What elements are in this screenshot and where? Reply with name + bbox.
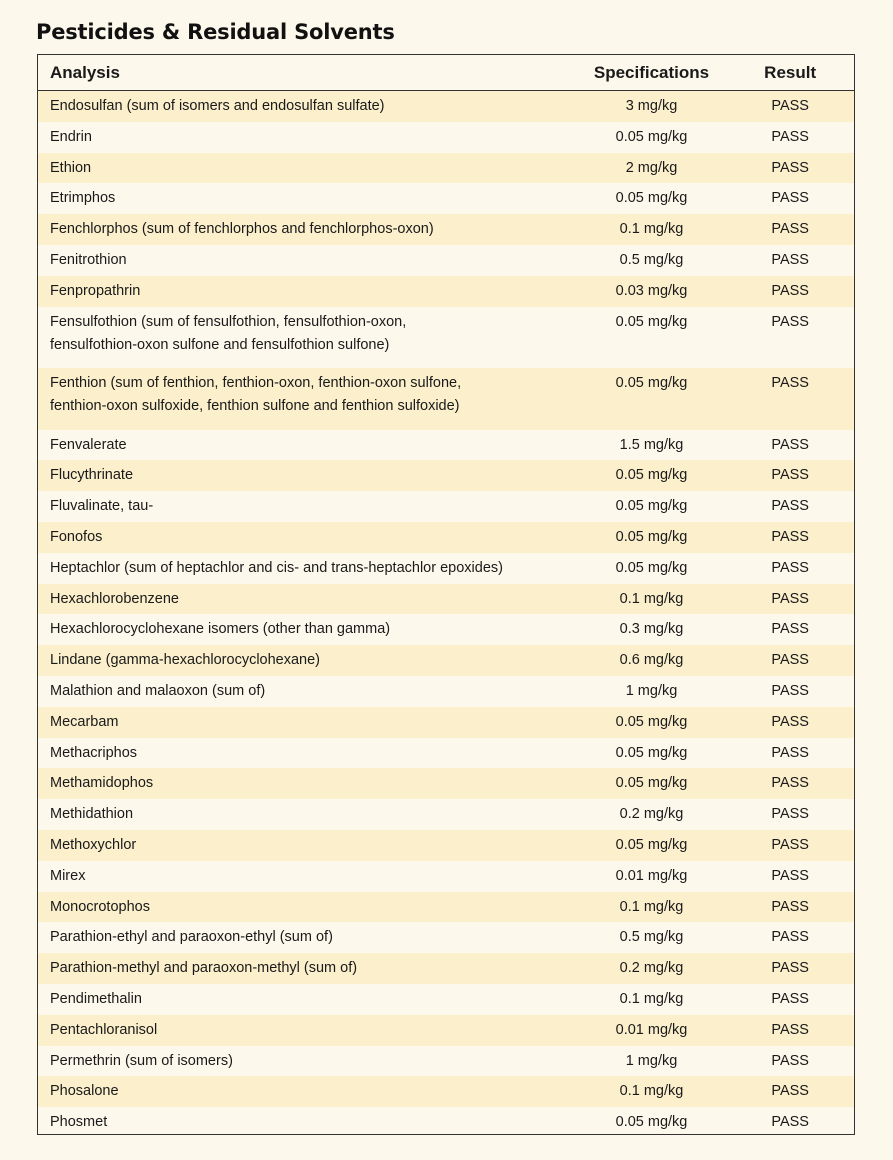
specification-cell: 0.3 mg/kg	[619, 621, 684, 638]
specification-cell: 0.03 mg/kg	[615, 282, 688, 299]
result-cell: PASS	[771, 1083, 809, 1100]
specification-cell: 0.01 mg/kg	[615, 1021, 688, 1038]
result-cell: PASS	[771, 436, 809, 453]
table-row	[38, 584, 854, 615]
specification-cell: 0.05 mg/kg	[615, 744, 688, 761]
results-table	[37, 54, 855, 1135]
analysis-cell: Fenitrothion	[50, 251, 127, 268]
analysis-cell: Heptachlor (sum of heptachlor and cis- and trans-heptachlor epoxides)	[50, 559, 503, 576]
table-row	[38, 1015, 854, 1046]
result-cell: PASS	[771, 590, 809, 607]
table-row	[38, 1076, 854, 1107]
analysis-cell: Methoxychlor	[50, 836, 137, 853]
result-cell: PASS	[771, 775, 809, 792]
result-cell: PASS	[771, 98, 809, 114]
analysis-cell: Monocrotophos	[50, 898, 150, 915]
table-row	[38, 799, 854, 830]
table-row	[38, 553, 854, 584]
specification-cell: 2 mg/kg	[625, 159, 678, 176]
analysis-cell: Ethion	[50, 159, 92, 176]
header-result: Result	[764, 62, 817, 82]
specification-cell: 1 mg/kg	[625, 1052, 678, 1069]
result-cell: PASS	[771, 313, 809, 330]
result-cell: PASS	[771, 621, 809, 638]
analysis-cell: Methidathion	[50, 806, 134, 823]
result-cell: PASS	[771, 867, 809, 884]
result-cell: PASS	[771, 1052, 809, 1069]
result-cell: PASS	[771, 1021, 809, 1038]
result-cell: PASS	[771, 498, 809, 515]
table-row	[38, 122, 854, 153]
specification-cell: 1.5 mg/kg	[619, 436, 684, 453]
specification-cell: 0.05 mg/kg	[615, 190, 688, 207]
header-specifications: Specifications	[593, 62, 710, 82]
result-cell: PASS	[771, 221, 809, 238]
table-row	[38, 91, 854, 122]
result-cell: PASS	[771, 1114, 809, 1131]
result-cell: PASS	[771, 744, 809, 761]
analysis-cell: Pendimethalin	[50, 990, 142, 1007]
table-row	[38, 307, 854, 369]
specification-cell: 0.05 mg/kg	[615, 498, 688, 515]
specification-cell: 0.01 mg/kg	[615, 867, 688, 884]
table-row	[38, 245, 854, 276]
specification-cell: 0.05 mg/kg	[615, 467, 688, 484]
table-row	[38, 368, 854, 430]
result-cell: PASS	[771, 528, 809, 545]
analysis-cell: Methacriphos	[50, 744, 138, 761]
specification-cell: 0.05 mg/kg	[615, 1114, 688, 1131]
result-cell: PASS	[771, 898, 809, 915]
specification-cell: 3 mg/kg	[625, 98, 678, 114]
analysis-cell: Fenvalerate	[50, 436, 127, 453]
specification-cell: 0.05 mg/kg	[615, 559, 688, 576]
specification-cell: 0.2 mg/kg	[619, 806, 684, 823]
result-cell: PASS	[771, 960, 809, 977]
table-row	[38, 1046, 854, 1077]
analysis-cell: Hexachlorocyclohexane isomers (other than gamma)	[50, 621, 391, 638]
table-row	[38, 430, 854, 461]
analysis-cell: Lindane (gamma-hexachlorocyclohexane)	[50, 652, 321, 669]
table-row	[38, 738, 854, 769]
result-cell: PASS	[771, 990, 809, 1007]
specification-cell: 0.05 mg/kg	[615, 528, 688, 545]
analysis-cell: Hexachlorobenzene	[50, 590, 179, 607]
analysis-cell: Fonofos	[50, 528, 103, 545]
result-cell: PASS	[771, 375, 809, 392]
analysis-cell: Mirex	[50, 867, 86, 884]
analysis-cell: Fenpropathrin	[50, 282, 141, 299]
header-analysis: Analysis	[50, 62, 120, 82]
analysis-cell: Permethrin (sum of isomers)	[50, 1052, 233, 1069]
analysis-cell: Etrimphos	[50, 190, 116, 207]
table-row	[38, 614, 854, 645]
analysis-cell: Parathion-ethyl and paraoxon-ethyl (sum of)	[50, 929, 333, 946]
analysis-cell: Fensulfothion (sum of fensulfothion, fensulfothion-oxon, fensulfothion-oxon sulfone and fensulfothion sulfone)	[50, 313, 407, 353]
result-cell: PASS	[771, 190, 809, 207]
analysis-cell: Mecarbam	[50, 713, 119, 730]
analysis-cell: Phosmet	[50, 1114, 108, 1131]
analysis-cell: Phosalone	[50, 1083, 119, 1100]
result-cell: PASS	[771, 806, 809, 823]
page-title: Pesticides & Residual Solvents	[36, 20, 395, 44]
specification-cell: 0.05 mg/kg	[615, 836, 688, 853]
specification-cell: 0.1 mg/kg	[619, 990, 684, 1007]
specification-cell: 0.2 mg/kg	[619, 960, 684, 977]
table-row	[38, 892, 854, 923]
table-row	[38, 768, 854, 799]
analysis-cell: Parathion-methyl and paraoxon-methyl (sum of)	[50, 960, 358, 977]
analysis-cell: Endrin	[50, 128, 92, 145]
result-cell: PASS	[771, 467, 809, 484]
specification-cell: 0.05 mg/kg	[615, 713, 688, 730]
table-row	[38, 1107, 854, 1135]
table-row	[38, 830, 854, 861]
analysis-cell: Endosulfan (sum of isomers and endosulfan sulfate)	[50, 98, 385, 114]
specification-cell: 0.05 mg/kg	[615, 128, 688, 145]
analysis-cell: Fenchlorphos (sum of fenchlorphos and fenchlorphos-oxon)	[50, 221, 434, 238]
table-header	[38, 55, 854, 91]
table-row	[38, 922, 854, 953]
analysis-cell: Flucythrinate	[50, 467, 134, 484]
table-row	[38, 153, 854, 184]
table-body	[38, 91, 854, 1135]
analysis-cell: Fenthion (sum of fenthion, fenthion-oxon, fenthion-oxon sulfone, fenthion-oxon sulfoxide, fenthion sulfone and fenthion sulfoxide)	[50, 375, 462, 415]
result-cell: PASS	[771, 251, 809, 268]
table-row	[38, 460, 854, 491]
table-row	[38, 491, 854, 522]
specification-cell: 0.05 mg/kg	[615, 313, 688, 330]
analysis-cell: Malathion and malaoxon (sum of)	[50, 682, 266, 699]
specification-cell: 0.5 mg/kg	[619, 929, 684, 946]
result-cell: PASS	[771, 836, 809, 853]
specification-cell: 0.1 mg/kg	[619, 1083, 684, 1100]
specification-cell: 0.6 mg/kg	[619, 652, 684, 669]
specification-cell: 0.1 mg/kg	[619, 590, 684, 607]
analysis-cell: Pentachloranisol	[50, 1021, 158, 1038]
table-row	[38, 645, 854, 676]
table-row	[38, 183, 854, 214]
result-cell: PASS	[771, 282, 809, 299]
table-row	[38, 953, 854, 984]
analysis-cell: Fluvalinate, tau-	[50, 498, 154, 515]
table-row	[38, 214, 854, 245]
result-cell: PASS	[771, 713, 809, 730]
specification-cell: 0.05 mg/kg	[615, 775, 688, 792]
result-cell: PASS	[771, 929, 809, 946]
result-cell: PASS	[771, 682, 809, 699]
result-cell: PASS	[771, 159, 809, 176]
analysis-cell: Methamidophos	[50, 775, 154, 792]
specification-cell: 0.1 mg/kg	[619, 221, 684, 238]
table-row	[38, 984, 854, 1015]
table-row	[38, 707, 854, 738]
specification-cell: 0.1 mg/kg	[619, 898, 684, 915]
table-row	[38, 676, 854, 707]
specification-cell: 0.5 mg/kg	[619, 251, 684, 268]
result-cell: PASS	[771, 128, 809, 145]
table-row	[38, 276, 854, 307]
result-cell: PASS	[771, 559, 809, 576]
result-cell: PASS	[771, 652, 809, 669]
table-row	[38, 522, 854, 553]
specification-cell: 1 mg/kg	[625, 682, 678, 699]
table-row	[38, 861, 854, 892]
specification-cell: 0.05 mg/kg	[615, 375, 688, 392]
